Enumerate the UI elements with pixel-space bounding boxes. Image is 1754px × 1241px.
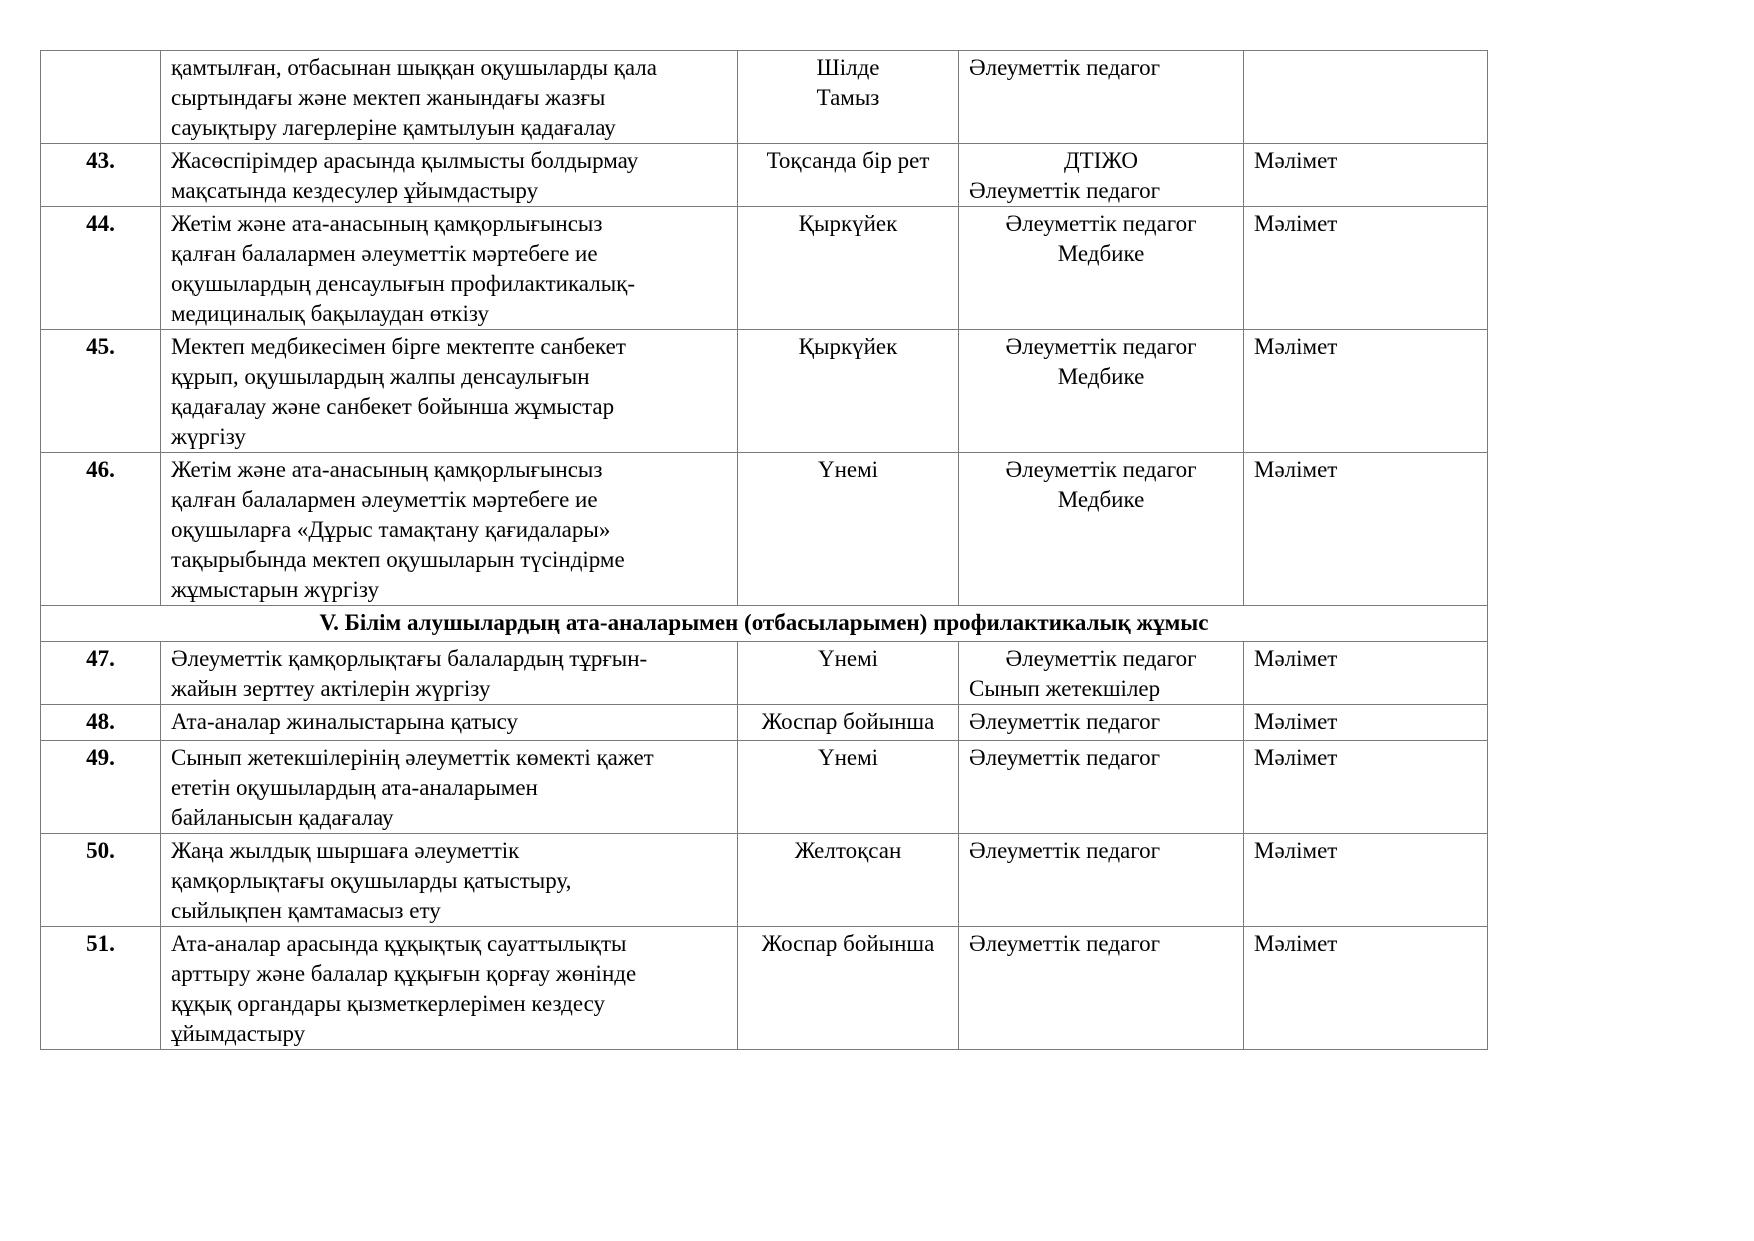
item-number: 47. [41, 642, 161, 705]
item-number: 45. [41, 330, 161, 453]
item-number: 46. [41, 453, 161, 606]
time-cell-line: Тамыз [816, 85, 880, 110]
time-cell-line: Қыркүйек [798, 334, 898, 359]
responsible-cell [959, 330, 1244, 453]
activity-cell [161, 453, 738, 606]
responsible-cell [959, 642, 1244, 705]
activity-cell-line: Әлеуметтік қамқорлықтағы балалардың тұрғын- [171, 646, 648, 671]
report-form-cell: Мәлімет [1244, 741, 1488, 834]
report-form-cell: Мәлімет [1244, 330, 1488, 453]
report-form-cell: Мәлімет [1244, 642, 1488, 705]
activity-cell-line: ететін оқушылардың ата-аналарымен [171, 775, 538, 800]
activity-cell-line: жайын зерттеу актілерін жүргізу [171, 676, 491, 701]
activity-cell [161, 705, 738, 741]
time-cell [738, 51, 959, 144]
activity-cell-line: сауықтыру лагерлеріне қамтылуын қадағалау [171, 115, 616, 140]
activity-cell [161, 51, 738, 144]
responsible-cell [959, 453, 1244, 606]
report-form-cell [1244, 51, 1488, 144]
activity-cell [161, 741, 738, 834]
activity-cell [161, 144, 738, 207]
responsible-cell-line: Әлеуметтік педагог [969, 709, 1161, 734]
item-number: 48. [41, 705, 161, 741]
report-form-cell: Мәлімет [1244, 927, 1488, 1050]
table-row [41, 705, 1488, 741]
activity-cell-line: сыртындағы және мектеп жанындағы жазғы [171, 85, 606, 110]
report-form-cell: Мәлімет [1244, 207, 1488, 330]
time-cell-line: Шілде [816, 55, 880, 80]
activity-cell-line: мақсатында кездесулер ұйымдастыру [171, 178, 539, 203]
activity-cell-line: Мектеп медбикесімен бірге мектепте санбекет [171, 334, 626, 359]
report-form-cell: Мәлімет [1244, 705, 1488, 741]
responsible-cell-line: ДТІЖО [1063, 148, 1139, 173]
responsible-cell-line: Әлеуметтік педагог [1005, 211, 1197, 236]
item-number: 43. [41, 144, 161, 207]
item-number [41, 51, 161, 144]
report-form-cell: Мәлімет [1244, 834, 1488, 927]
time-cell-line: Қыркүйек [798, 211, 898, 236]
responsible-cell-line: Әлеуметтік педагог [969, 745, 1161, 770]
time-cell-line: Үнемі [817, 646, 879, 671]
time-cell-line: Үнемі [817, 457, 879, 482]
time-cell [738, 705, 959, 741]
activity-cell-line: Жаңа жылдық шыршаға әлеуметтік [171, 838, 520, 863]
responsible-cell [959, 51, 1244, 144]
responsible-cell-line: Әлеуметтік педагог [969, 838, 1161, 863]
table-row [41, 741, 1488, 834]
report-form-cell: Мәлімет [1244, 144, 1488, 207]
time-cell-line: Жоспар бойынша [761, 931, 935, 956]
responsible-cell [959, 207, 1244, 330]
responsible-cell-line: Медбике [1057, 364, 1145, 389]
table-row [41, 453, 1488, 606]
activity-cell-line: қамтылған, отбасынан шыққан оқушыларды қала [171, 55, 657, 80]
activity-cell-line: ұйымдастыру [171, 1021, 306, 1046]
time-cell [738, 453, 959, 606]
item-number: 44. [41, 207, 161, 330]
activity-cell [161, 927, 738, 1050]
responsible-cell-line: Сынып жетекшілер [969, 676, 1161, 701]
activity-cell-line: Ата-аналар жиналыстарына қатысу [171, 709, 519, 734]
responsible-cell-line: Медбике [1057, 487, 1145, 512]
activity-cell-line: оқушылардың денсаулығын профилактикалық- [171, 271, 635, 296]
time-cell [738, 642, 959, 705]
responsible-cell-line: Әлеуметтік педагог [969, 178, 1161, 203]
table-row [41, 207, 1488, 330]
time-cell [738, 741, 959, 834]
activity-cell-line: оқушыларға «Дұрыс тамақтану қағидалары» [171, 517, 611, 542]
time-cell [738, 927, 959, 1050]
time-cell [738, 834, 959, 927]
activity-cell-line: жүргізу [171, 424, 246, 449]
section-header-row [41, 606, 1488, 642]
responsible-cell [959, 927, 1244, 1050]
activity-cell-line: қадағалау және санбекет бойынша жұмыстар [171, 394, 615, 419]
activity-cell [161, 834, 738, 927]
activity-cell-line: қалған балалармен әлеуметтік мәртебеге ие [171, 487, 598, 512]
plan-table-body [41, 51, 1488, 1050]
item-number: 50. [41, 834, 161, 927]
item-number: 49. [41, 741, 161, 834]
activity-cell [161, 642, 738, 705]
table-row [41, 144, 1488, 207]
responsible-cell-line: Әлеуметтік педагог [969, 931, 1161, 956]
responsible-cell [959, 834, 1244, 927]
responsible-cell [959, 705, 1244, 741]
plan-table [40, 50, 1488, 1050]
responsible-cell-line: Әлеуметтік педагог [1005, 457, 1197, 482]
table-row [41, 330, 1488, 453]
responsible-cell-line: Әлеуметтік педагог [1005, 334, 1197, 359]
table-row [41, 642, 1488, 705]
time-cell-line: Жоспар бойынша [761, 709, 935, 734]
activity-cell-line: құрып, оқушылардың жалпы денсаулығын [171, 364, 590, 389]
responsible-cell-line: Медбике [1057, 241, 1145, 266]
responsible-cell-line: Әлеуметтік педагог [1005, 646, 1197, 671]
table-row [41, 51, 1488, 144]
activity-cell-line: Ата-аналар арасында құқықтық сауаттылықты [171, 931, 627, 956]
activity-cell-line: жұмыстарын жүргізу [171, 577, 379, 602]
table-row [41, 927, 1488, 1050]
time-cell-line: Тоқсанда бір рет [766, 148, 930, 173]
activity-cell-line: қалған балалармен әлеуметтік мәртебеге ие [171, 241, 598, 266]
activity-cell-line: медициналық бақылаудан өткізу [171, 301, 489, 326]
table-row [41, 834, 1488, 927]
time-cell-line: Желтоқсан [794, 838, 902, 863]
activity-cell-line: Жасөспірімдер арасында қылмысты болдырмау [171, 148, 639, 173]
activity-cell-line: Жетім және ата-анасының қамқорлығынсыз [171, 211, 603, 236]
responsible-cell [959, 144, 1244, 207]
activity-cell-line: арттыру және балалар құқығын қорғау жөнінде [171, 961, 637, 986]
activity-cell-line: Сынып жетекшілерінің әлеуметтік көмекті қажет [171, 745, 654, 770]
responsible-cell [959, 741, 1244, 834]
responsible-cell-line: Әлеуметтік педагог [969, 55, 1161, 80]
section-title: V. Білім алушылардың ата-аналарымен (отбасыларымен) профилактикалық жұмыс [41, 606, 1488, 642]
item-number: 51. [41, 927, 161, 1050]
activity-cell-line: тақырыбында мектеп оқушыларын түсіндірме [171, 547, 625, 572]
activity-cell-line: қамқорлықтағы оқушыларды қатыстыру, [171, 868, 572, 893]
activity-cell-line: байланысын қадағалау [171, 805, 394, 830]
activity-cell-line: сыйлықпен қамтамасыз ету [171, 898, 441, 923]
activity-cell-line: құқық органдары қызметкерлерімен кездесу [171, 991, 606, 1016]
activity-cell [161, 207, 738, 330]
time-cell [738, 207, 959, 330]
time-cell [738, 144, 959, 207]
time-cell [738, 330, 959, 453]
time-cell-line: Үнемі [817, 745, 879, 770]
activity-cell-line: Жетім және ата-анасының қамқорлығынсыз [171, 457, 603, 482]
report-form-cell: Мәлімет [1244, 453, 1488, 606]
activity-cell [161, 330, 738, 453]
